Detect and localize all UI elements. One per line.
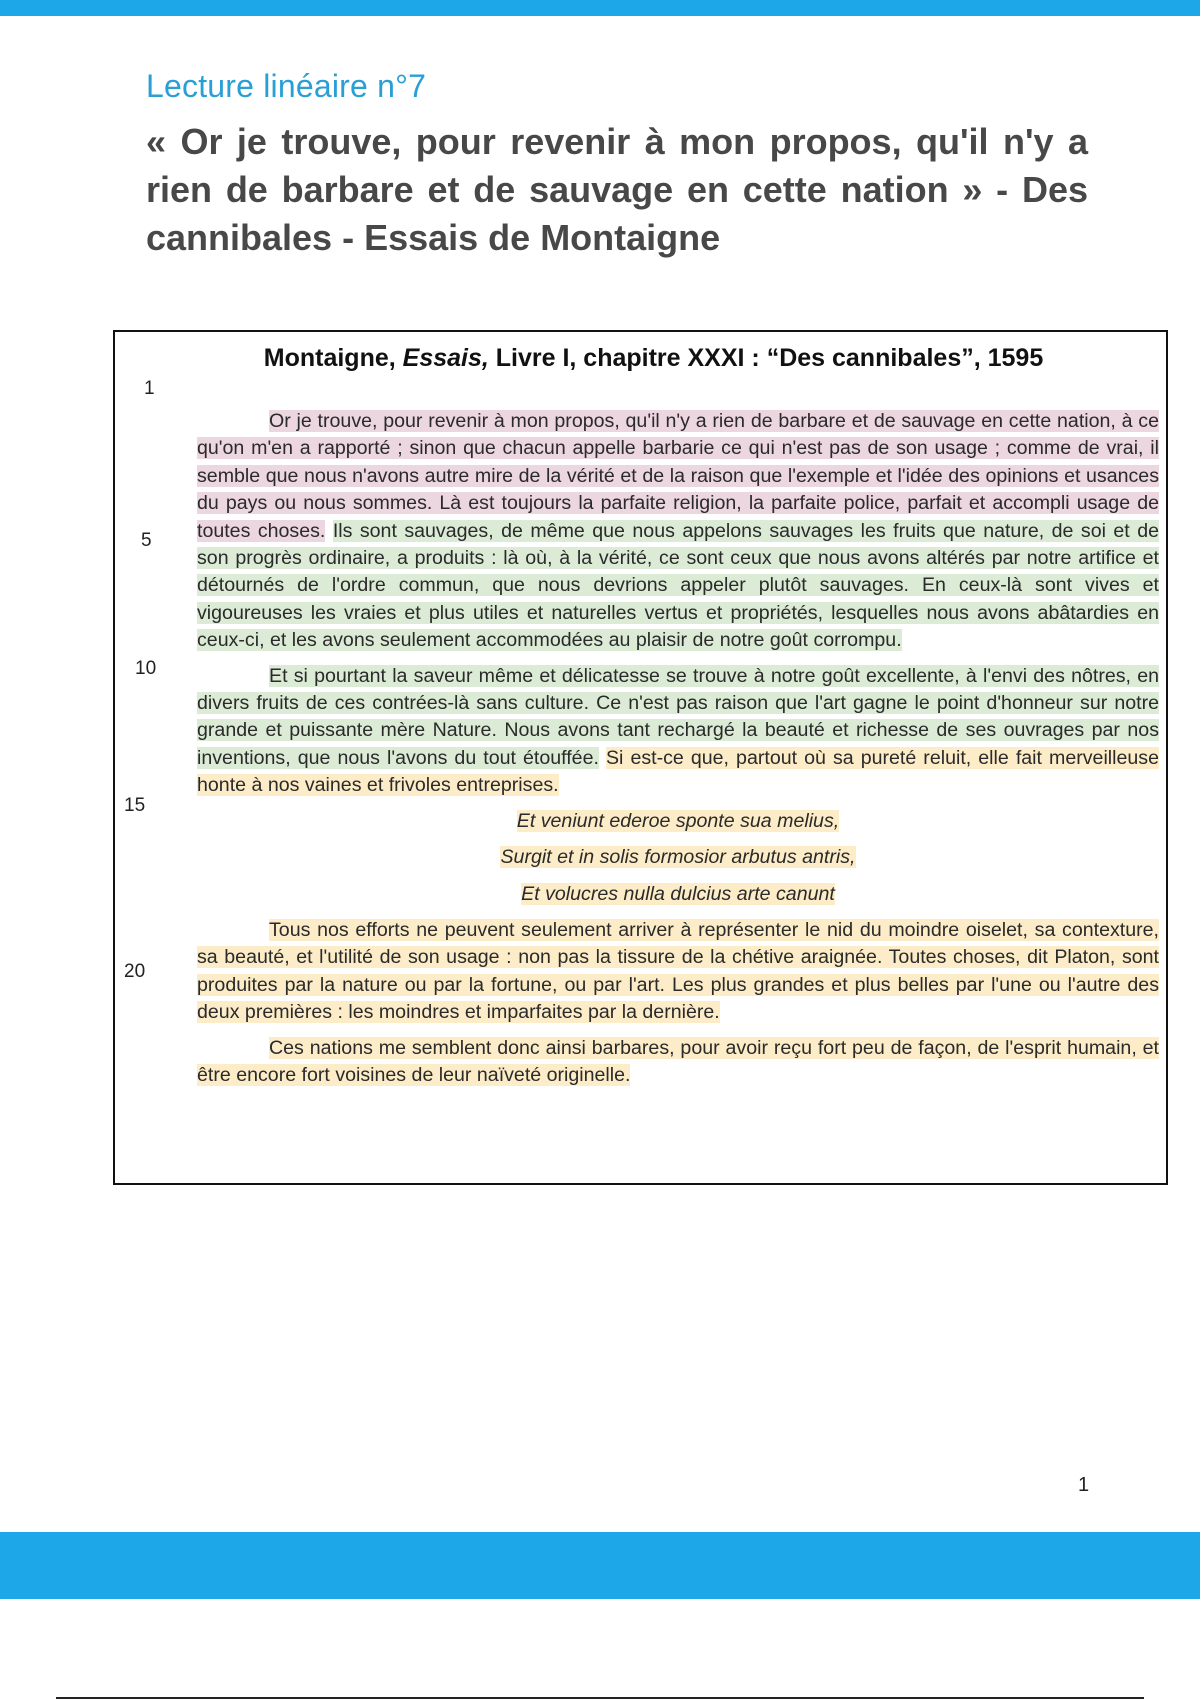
heading-author: Montaigne, [263,344,403,372]
highlight-yellow: Si est-ce que, partout où sa pureté reluit, elle fait merveilleuse honte à nos vaines et frivoles entreprises. [197,746,1159,797]
highlight-pink: Or je trouve, pour revenir à mon propos, qu'il n'y a rien de barbare et de sauvage en cette nation, à ce qu'on m'en a rapporté ; sinon que chacun appelle barbarie ce qui n'est pas de son usage ; comme de vrai, il semble que nous n'avons autre mire de la vérité et de la raison que l'exemple et l'idée des opinions et usances du pays ou nous sommes. Là est toujours la parfaite religion, la parfaite police, parfait et accompli usage de toutes choses. [197,410,1159,542]
top-accent-bar [0,0,1200,16]
latin-verse: Et veniunt ederoe sponte sua melius, [516,809,840,832]
paragraph [197,917,1159,1027]
highlight-yellow: Ces nations me semblent donc ainsi barbares, pour avoir reçu fort peu de façon, de l'esprit humain, et être encore fort voisines de leur naïveté originelle. [197,1036,1159,1086]
footer-accent-band [0,1532,1200,1599]
bottom-divider [56,1697,1144,1699]
page-number: 1 [1078,1474,1090,1496]
latin-verse: Et volucres nulla dulcius arte canunt [521,882,835,905]
line-number-gutter [115,332,185,1183]
page-title: « Or je trouve, pour revenir à mon propos, qu'il n'y a rien de barbare et de sauvage en cette nation » - Des cannibales - Essais de Montaigne [146,121,1088,258]
latin-verse: Surgit et in solis formosior arbutus antris, [500,846,856,869]
paragraph [197,408,1159,655]
line-number: 10 [135,658,157,679]
paragraph [197,663,1159,800]
highlight-green: Et si pourtant la saveur même et délicatesse se trouve à notre goût excellente, à l'envi des nôtres, en divers fruits de ces contrées-là sans culture. Ce n'est pas raison que l'art gagne le point d'honneur sur notre grande et puissante mère Nature. Nous avons tant rechargé la beauté et richesse de ses ouvrages par nos inventions, que nous l'avons du tout étouffée. [197,664,1159,769]
line-number: 20 [124,961,146,982]
line-number: 15 [124,795,146,816]
source-heading [115,344,1166,373]
excerpt-text [197,408,1159,1097]
paragraph [197,1035,1159,1090]
line-number: 5 [141,530,152,551]
heading-reference: Livre I, chapitre XXXI : “Des cannibales”, 1595 [488,344,1044,372]
heading-work-title: Essais, [402,344,489,372]
line-number: 1 [144,378,155,399]
highlight-yellow: Tous nos efforts ne peuvent seulement arriver à représenter le nid du moindre oiselet, sa contexture, sa beauté, et l'utilité de son usage : non pas la tissure de la chétive araignée. Toutes choses, dit Platon, sont produites par la nature ou par la fortune, ou par l'art. Les plus grandes et plus belles par l'une ou l'autre des deux premières : les moindres et imparfaites par la dernière. [197,918,1159,1024]
highlight-green: Ils sont sauvages, de même que nous appelons sauvages les fruits que nature, de soi et de son progrès ordinaire, a produits : là où, à la vérité, ce sont ceux que nous avons altérés par notre artifice et détournés de l'ordre commun, que nous devrions appeler plutôt sauvages. En ceux-là sont vives et vigoureuses les vraies et plus utiles et naturelles vertus et propriétés, lesquelles nous avons abâtardies en ceux-ci, et les avons seulement accommodées au plaisir de notre goût corrompu. [197,519,1159,652]
lesson-subtitle: Lecture linéaire n°7 [146,68,427,104]
source-text-box [113,330,1168,1185]
